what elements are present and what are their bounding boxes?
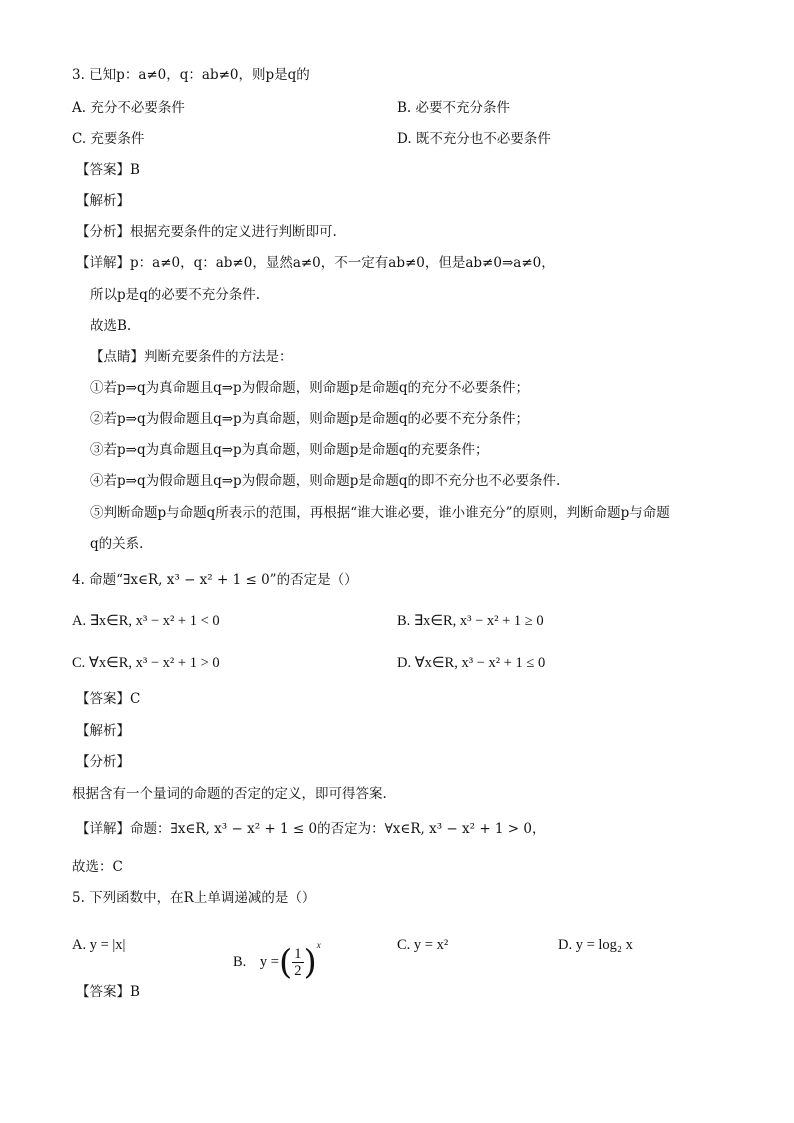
q4-option-b: B. ∃x∈R, x³ − x² + 1 ≥ 0 (397, 613, 544, 629)
q5-stem: 5. 下列函数中，在R上单调递减的是（） (72, 890, 316, 906)
q4-option-a: A. ∃x∈R, x³ − x² + 1 < 0 (72, 613, 220, 629)
q3-method-1: ①若p⇒q为真命题且q⇒p为假命题，则命题p是命题q的充分不必要条件； (90, 380, 529, 396)
q5-option-b (233, 922, 321, 985)
q5-option-c: C. y = x² (397, 937, 449, 953)
left-paren: ( (278, 942, 293, 983)
q5-option-b-lhs: y = (259, 954, 279, 970)
fraction (292, 946, 303, 979)
q4-answer: 【答案】C (76, 691, 141, 707)
q4-detail: 【详解】命题：∃x∈R, x³ − x² + 1 ≤ 0的否定为：∀x∈R, x³ − x² + 1 > 0， (76, 821, 546, 837)
q3-stem: 3. 已知p：a≠0，q：ab≠0，则p是q的 (72, 67, 310, 83)
fraction-numerator: 1 (294, 946, 302, 963)
q5-option-a: A. y = |x| (72, 937, 126, 953)
q4-analysis-heading: 【解析】 (76, 723, 130, 739)
q4-fenxi: 根据含有一个量词的命题的否定的定义，即可得答案. (72, 786, 387, 802)
q3-method-4: ④若p⇒q为假命题且q⇒p为假命题，则命题p是命题q的即不充分也不必要条件. (90, 473, 561, 489)
q3-option-b: B. 必要不充分条件 (397, 100, 511, 116)
q3-answer: 【答案】B (76, 162, 140, 178)
q3-method-5-cont: q的关系. (90, 536, 144, 552)
q3-option-c: C. 充要条件 (72, 131, 145, 147)
q3-fenxi: 【分析】根据充要条件的定义进行判断即可. (76, 224, 337, 240)
q3-dianjing: 【点睛】判断充要条件的方法是： (90, 349, 293, 365)
q5-option-b-label: B. (233, 954, 247, 970)
q5-option-d: D. y = log₂ x (558, 937, 633, 953)
q5-answer: 【答案】B (76, 984, 140, 1000)
q3-detail-2: 所以p是q的必要不充分条件. (90, 287, 261, 303)
q3-detail: 【详解】p：a≠0，q：ab≠0，显然a≠0，不一定有ab≠0，但是ab≠0⇒a≠0， (76, 255, 555, 271)
fraction-denominator: 2 (294, 963, 302, 980)
q4-stem: 4. 命题“∃x∈R, x³ − x² + 1 ≤ 0”的否定是（） (72, 572, 358, 588)
q3-method-3: ③若p⇒q为真命题且q⇒p为真命题，则命题p是命题q的充要条件； (90, 442, 489, 458)
q3-option-d: D. 既不充分也不必要条件 (397, 131, 551, 147)
q3-option-a: A. 充分不必要条件 (72, 100, 185, 116)
right-paren: ) (303, 942, 317, 983)
q3-method-5: ⑤判断命题p与命题q所表示的范围，再根据“谁大谁必要，谁小谁充分”的原则，判断命题p与命题 (90, 505, 670, 521)
q3-analysis-heading: 【解析】 (76, 193, 130, 209)
exponent: x (316, 940, 321, 950)
q4-choose: 故选：C (72, 859, 123, 875)
q4-option-c: C. ∀x∈R, x³ − x² + 1 > 0 (72, 655, 220, 671)
q4-fenxi-heading: 【分析】 (76, 754, 130, 770)
q3-method-2: ②若p⇒q为假命题且q⇒p为真命题，则命题p是命题q的必要不充分条件； (90, 411, 529, 427)
q4-option-d: D. ∀x∈R, x³ − x² + 1 ≤ 0 (397, 655, 546, 671)
q3-detail-3: 故选B. (90, 318, 132, 334)
